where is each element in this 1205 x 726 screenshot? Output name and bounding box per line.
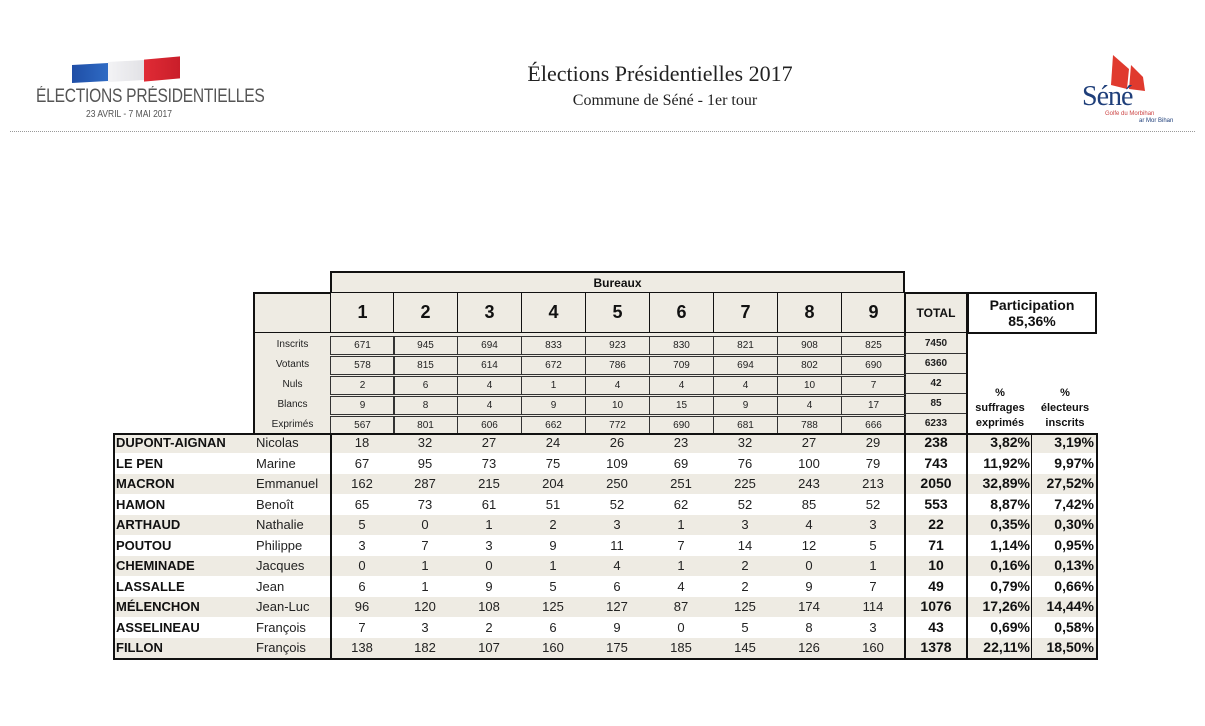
- candidate-bureau-value: 125: [542, 599, 564, 614]
- candidate-last-name: CHEMINADE: [116, 558, 195, 573]
- candidate-first-name: Benoît: [256, 496, 294, 512]
- summary-value: 821: [713, 336, 778, 355]
- candidate-first-name: Jacques: [256, 558, 305, 573]
- candidate-bureau-value: 18: [354, 435, 370, 450]
- pct-exprimes-header: [968, 384, 1032, 432]
- participation-value: 85,36%: [1008, 313, 1056, 329]
- candidate-bureau-value: 3: [741, 517, 749, 532]
- summary-value: 772: [585, 416, 650, 435]
- candidate-bureau-value: 24: [545, 435, 561, 450]
- candidate-bureau-value: 127: [606, 599, 628, 614]
- candidate-bureau-value: 73: [481, 455, 497, 471]
- candidate-bureau-value: 2: [549, 517, 557, 532]
- bureau-number-header: 3: [457, 292, 522, 334]
- candidate-bureau-value: 0: [358, 558, 366, 573]
- summary-value: 690: [649, 416, 714, 435]
- candidate-bureau-value: 12: [801, 537, 817, 553]
- candidate-bureau-value: 7: [677, 537, 685, 553]
- summary-value: 9: [521, 396, 586, 415]
- summary-row-label: Nuls: [282, 378, 303, 390]
- candidate-total: 238: [924, 434, 948, 450]
- candidate-pct-exprimes: 32,89%: [982, 475, 1030, 491]
- summary-value: 833: [521, 336, 586, 355]
- candidate-pct-inscrits: 0,58%: [1054, 618, 1094, 635]
- total-left-divider: [904, 433, 906, 659]
- candidate-first-name: Philippe: [256, 537, 303, 553]
- candidate-bureau-value: 85: [801, 496, 817, 512]
- candidate-bureau-value: 1: [485, 517, 493, 532]
- candidate-bureau-value: 109: [606, 455, 628, 471]
- candidate-total: 10: [928, 557, 944, 573]
- summary-value: 709: [649, 356, 714, 375]
- candidate-pct-inscrits: 9,97%: [1054, 454, 1094, 471]
- candidate-total: 1378: [920, 639, 952, 655]
- candidate-bureau-value: 3: [485, 537, 493, 553]
- bureau-number-header: 5: [585, 292, 650, 334]
- candidate-first-name: François: [256, 640, 306, 655]
- candidate-first-name: Nathalie: [256, 517, 304, 532]
- summary-value: 578: [330, 356, 395, 375]
- candidate-pct-inscrits: 0,66%: [1054, 577, 1094, 594]
- candidate-bureau-value: 182: [414, 640, 436, 655]
- candidate-bureau-value: 29: [865, 435, 881, 450]
- candidate-pct-exprimes: 3,82%: [990, 434, 1030, 450]
- sene-logo-line2: ar Mor Bihan: [1139, 118, 1174, 124]
- candidate-total: 1076: [920, 598, 952, 614]
- candidate-pct-exprimes: 22,11%: [983, 639, 1030, 655]
- candidate-bureau-value: 2: [741, 578, 749, 594]
- summary-value: 908: [777, 336, 842, 355]
- summary-value: 801: [393, 416, 458, 435]
- candidate-bureau-value: 96: [354, 599, 370, 614]
- pct-exprimes-header-line: exprimés: [975, 416, 1025, 429]
- candidate-bureau-value: 162: [351, 476, 373, 491]
- candidate-first-name: Nicolas: [256, 435, 299, 450]
- summary-value: 567: [330, 416, 395, 435]
- logo-dates: 23 AVRIL - 7 MAI 2017: [86, 109, 172, 120]
- summary-total: 6360: [906, 354, 966, 374]
- summary-value: 606: [457, 416, 522, 435]
- candidate-pct-exprimes: 0,69%: [990, 618, 1030, 635]
- summary-value: 9: [330, 396, 395, 415]
- candidate-bureau-value: 1: [869, 558, 877, 573]
- candidate-bureau-value: 243: [798, 476, 820, 491]
- pct-inscrits-header-line: %: [1060, 386, 1070, 399]
- candidate-bureau-value: 69: [673, 455, 689, 471]
- summary-total: 42: [906, 374, 966, 394]
- summary-value: 2: [330, 376, 395, 395]
- summary-value: 788: [777, 416, 842, 435]
- total-header: TOTAL: [904, 292, 968, 334]
- candidate-bureau-value: 11: [610, 537, 624, 553]
- candidate-last-name: LE PEN: [116, 455, 163, 471]
- candidate-bureau-value: 1: [421, 558, 429, 573]
- candidate-first-name: François: [256, 619, 306, 635]
- candidate-pct-inscrits: 14,44%: [1046, 598, 1094, 614]
- candidate-last-name: FILLON: [116, 640, 163, 655]
- pct-inscrits-header: [1032, 384, 1098, 432]
- candidate-bureau-value: 213: [862, 476, 884, 491]
- candidate-bureau-value: 145: [734, 640, 756, 655]
- candidate-bureau-value: 4: [805, 517, 813, 532]
- sene-logo: [1075, 55, 1195, 130]
- candidate-bureau-value: 23: [673, 435, 689, 450]
- pct-inscrits-header-line: inscrits: [1045, 416, 1085, 429]
- candidate-bureau-value: 61: [481, 496, 497, 512]
- summary-value: 4: [457, 396, 522, 415]
- candidate-bureau-value: 215: [478, 476, 500, 491]
- candidate-last-name: MÉLENCHON: [116, 599, 200, 614]
- summary-value: 4: [457, 376, 522, 395]
- candidate-bureau-value: 9: [613, 619, 621, 635]
- candidate-bureau-value: 6: [613, 578, 621, 594]
- summary-value: 17: [841, 396, 906, 415]
- candidate-last-name: LASSALLE: [116, 578, 185, 594]
- participation-box: [967, 292, 1097, 334]
- candidate-bureau-value: 160: [542, 640, 564, 655]
- candidate-bureau-value: 3: [869, 619, 877, 635]
- summary-value: 815: [393, 356, 458, 375]
- candidate-bureau-value: 76: [737, 455, 753, 471]
- sene-logo-name: Séné: [1082, 81, 1133, 112]
- summary-total: 7450: [906, 334, 966, 354]
- candidate-bureau-value: 9: [485, 578, 493, 594]
- page-title: Élections Présidentielles 2017: [527, 61, 793, 86]
- candidate-total: 2050: [920, 475, 952, 491]
- candidate-bureau-value: 204: [542, 476, 564, 491]
- summary-value: 825: [841, 336, 906, 355]
- summary-value: 690: [841, 356, 906, 375]
- summary-value: 15: [649, 396, 714, 415]
- candidate-bureau-value: 0: [421, 517, 429, 532]
- summary-value: 10: [777, 376, 842, 395]
- candidate-bureau-value: 9: [805, 578, 813, 594]
- summary-value: 672: [521, 356, 586, 375]
- candidate-bureau-value: 3: [613, 517, 621, 532]
- candidate-bureau-value: 185: [670, 640, 692, 655]
- summary-value: 923: [585, 336, 650, 355]
- candidate-bureau-value: 52: [865, 496, 881, 512]
- candidate-last-name: MACRON: [116, 476, 175, 491]
- candidate-bureau-value: 120: [414, 599, 436, 614]
- candidate-pct-exprimes: 0,35%: [990, 516, 1030, 532]
- tricolor-flag-icon: [72, 58, 180, 80]
- candidate-bureau-value: 75: [545, 455, 561, 471]
- summary-value: 7: [841, 376, 906, 395]
- candidate-last-name: ARTHAUD: [116, 517, 181, 532]
- candidate-total: 49: [928, 577, 944, 594]
- summary-value: 1: [521, 376, 586, 395]
- summary-value: 4: [713, 376, 778, 395]
- page-subtitle: Commune de Séné - 1er tour: [572, 92, 758, 109]
- candidate-bureau-value: 1: [677, 517, 685, 532]
- candidate-total: 43: [928, 618, 944, 635]
- candidate-bureau-value: 5: [549, 578, 557, 594]
- candidate-bureau-value: 67: [354, 455, 370, 471]
- candidate-bureau-value: 52: [737, 496, 753, 512]
- candidate-bureau-value: 65: [354, 496, 370, 512]
- candidate-bureau-value: 9: [549, 537, 557, 553]
- candidate-pct-exprimes: 17,26%: [982, 598, 1030, 614]
- summary-value: 694: [713, 356, 778, 375]
- candidate-total: 71: [928, 536, 944, 553]
- candidate-bureau-value: 4: [613, 558, 621, 573]
- candidate-pct-inscrits: 0,95%: [1054, 536, 1094, 553]
- candidate-pct-exprimes: 11,92%: [983, 454, 1030, 471]
- candidate-pct-exprimes: 0,16%: [990, 557, 1030, 573]
- summary-value: 671: [330, 336, 395, 355]
- candidate-bureau-value: 0: [485, 558, 493, 573]
- summary-value: 666: [841, 416, 906, 435]
- candidate-total: 743: [924, 454, 948, 471]
- candidate-bureau-value: 2: [741, 558, 749, 573]
- candidate-bureau-value: 52: [609, 496, 625, 512]
- candidate-bureau-value: 27: [801, 435, 817, 450]
- bureau-number-header: 6: [649, 292, 714, 334]
- candidate-bureau-value: 73: [417, 496, 433, 512]
- pct-inscrits-header-line: électeurs: [1040, 401, 1090, 414]
- candidate-bureau-value: 7: [421, 537, 429, 553]
- candidate-bureau-value: 5: [358, 517, 366, 532]
- candidate-bureau-value: 5: [869, 537, 877, 553]
- candidate-last-name: HAMON: [116, 496, 166, 512]
- candidate-bureau-value: 5: [741, 619, 749, 635]
- summary-total: 6233: [906, 414, 966, 434]
- candidate-bureau-value: 51: [545, 496, 561, 512]
- candidate-bureau-value: 7: [869, 578, 877, 594]
- bureau-number-header: 8: [777, 292, 842, 334]
- candidate-bureau-value: 87: [673, 599, 689, 614]
- candidate-pct-exprimes: 0,79%: [990, 577, 1030, 594]
- candidate-bureau-value: 100: [798, 455, 820, 471]
- candidate-bureau-value: 7: [358, 619, 366, 635]
- candidate-bureau-value: 32: [737, 435, 753, 450]
- summary-value: 8: [393, 396, 458, 415]
- candidate-last-name: ASSELINEAU: [116, 619, 200, 635]
- candidate-bureau-value: 250: [606, 476, 628, 491]
- candidate-total: 22: [928, 516, 944, 532]
- summary-value: 4: [649, 376, 714, 395]
- candidate-bureau-value: 6: [549, 619, 557, 635]
- candidate-bureau-value: 32: [417, 435, 433, 450]
- candidate-bureau-value: 251: [670, 476, 692, 491]
- candidate-bureau-value: 4: [677, 578, 685, 594]
- summary-value: 10: [585, 396, 650, 415]
- candidate-total: 553: [924, 495, 948, 512]
- sene-logo-line1: Golfe du Morbihan: [1105, 111, 1155, 117]
- candidate-first-name: Emmanuel: [256, 476, 319, 491]
- bureau-label-corner: [253, 292, 331, 334]
- candidate-pct-inscrits: 7,42%: [1054, 495, 1094, 512]
- summary-value: 802: [777, 356, 842, 375]
- elections-logo: [30, 52, 265, 132]
- candidate-bureau-value: 0: [677, 619, 685, 635]
- summary-value: 786: [585, 356, 650, 375]
- header-divider: [10, 131, 1195, 132]
- summary-row-label: Inscrits: [276, 338, 309, 350]
- candidate-last-name: DUPONT-AIGNAN: [116, 435, 226, 450]
- summary-total: 85: [906, 394, 966, 414]
- page-header: [480, 60, 840, 112]
- summary-row-label: Exprimés: [271, 418, 314, 430]
- bureau-number-header: 4: [521, 292, 586, 334]
- candidate-bureau-value: 26: [609, 435, 625, 450]
- candidate-pct-inscrits: 0,13%: [1054, 557, 1094, 573]
- logo-title: ÉLECTIONS PRÉSIDENTIELLES: [36, 86, 265, 107]
- candidate-pct-inscrits: 27,52%: [1046, 475, 1094, 491]
- total-right-divider: [966, 433, 968, 659]
- candidate-bureau-value: 160: [862, 640, 884, 655]
- candidate-pct-inscrits: 3,19%: [1054, 434, 1094, 450]
- candidate-last-name: POUTOU: [116, 537, 172, 553]
- summary-value: 614: [457, 356, 522, 375]
- candidate-bureau-value: 1: [677, 558, 685, 573]
- candidate-bureau-value: 175: [606, 640, 628, 655]
- candidate-pct-inscrits: 18,50%: [1046, 639, 1094, 655]
- candidate-bureau-value: 79: [865, 455, 881, 471]
- bureau-number-header: 1: [330, 292, 395, 334]
- summary-value: 9: [713, 396, 778, 415]
- candidate-pct-exprimes: 8,87%: [990, 495, 1030, 512]
- candidate-first-name: Jean: [256, 578, 285, 594]
- candidate-bureau-value: 6: [358, 578, 366, 594]
- candidate-bureau-value: 27: [481, 435, 497, 450]
- candidate-bureau-value: 107: [478, 640, 500, 655]
- candidate-bureau-value: 3: [358, 537, 366, 553]
- summary-row-label: Blancs: [277, 398, 308, 410]
- candidate-bureau-value: 8: [805, 619, 813, 635]
- summary-value: 681: [713, 416, 778, 435]
- candidate-bureau-value: 95: [417, 455, 433, 471]
- candidate-bureau-value: 1: [421, 578, 429, 594]
- candidate-bureau-value: 3: [421, 619, 429, 635]
- bureau-number-header: 9: [841, 292, 906, 334]
- candidate-bureau-value: 62: [673, 496, 689, 512]
- names-divider: [330, 433, 332, 659]
- pct-exprimes-header-line: %: [995, 386, 1005, 399]
- candidate-bureau-value: 3: [869, 517, 877, 532]
- candidate-bureau-value: 0: [805, 558, 813, 573]
- candidate-bureau-value: 114: [862, 599, 884, 614]
- candidate-bureau-value: 138: [351, 640, 373, 655]
- candidate-bureau-value: 174: [798, 599, 820, 614]
- summary-value: 694: [457, 336, 522, 355]
- summary-value: 4: [585, 376, 650, 395]
- candidate-pct-exprimes: 1,14%: [990, 536, 1030, 553]
- pct-divider: [1031, 433, 1032, 659]
- candidate-bureau-value: 287: [414, 476, 436, 491]
- bureau-number-header: 7: [713, 292, 778, 334]
- candidate-pct-inscrits: 0,30%: [1054, 516, 1094, 532]
- candidate-bureau-value: 2: [485, 619, 493, 635]
- summary-value: 6: [393, 376, 458, 395]
- summary-value: 662: [521, 416, 586, 435]
- summary-value: 830: [649, 336, 714, 355]
- candidate-first-name: Jean-Luc: [256, 599, 310, 614]
- bureau-number-header: 2: [393, 292, 458, 334]
- candidate-bureau-value: 108: [478, 599, 500, 614]
- candidate-first-name: Marine: [256, 455, 296, 471]
- summary-row-label: Votants: [275, 358, 310, 370]
- pct-exprimes-header-line: suffrages: [975, 401, 1025, 414]
- candidate-bureau-value: 125: [734, 599, 756, 614]
- candidate-bureau-value: 14: [737, 537, 753, 553]
- bureaux-header: Bureaux: [330, 271, 905, 293]
- summary-value: 4: [777, 396, 842, 415]
- candidate-bureau-value: 126: [798, 640, 820, 655]
- summary-value: 945: [393, 336, 458, 355]
- candidate-bureau-value: 225: [734, 476, 756, 491]
- participation-label: Participation: [989, 297, 1075, 313]
- candidate-bureau-value: 1: [549, 558, 557, 573]
